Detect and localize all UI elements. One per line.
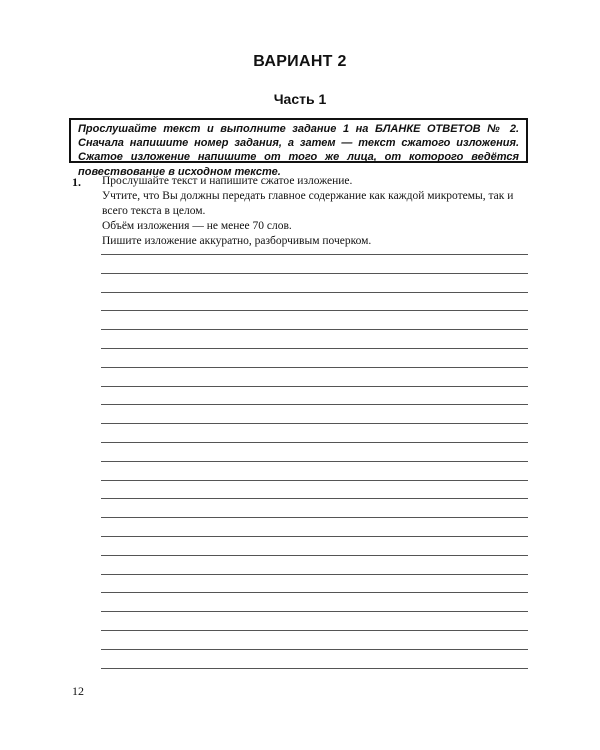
answer-line bbox=[101, 423, 528, 424]
task-paragraph: Учтите, что Вы должны передать главное содержание как каждой микротемы, так и всего текста в целом. bbox=[102, 190, 514, 217]
part-title: Часть 1 bbox=[273, 91, 327, 107]
answer-line bbox=[101, 367, 528, 368]
instruction-text: Прослушайте текст и выполните задание 1 на БЛАНКЕ ОТВЕТОВ № 2. Сначала напишите номер задания, а затем — текст сжатого изложения. Сжатое изложение напишите от того же лица, от которого ведётся повествование в исходном тексте. bbox=[78, 123, 519, 178]
answer-line bbox=[101, 574, 528, 575]
answer-line bbox=[101, 517, 528, 518]
answer-line bbox=[101, 404, 528, 405]
answer-line bbox=[101, 592, 528, 593]
answer-line bbox=[101, 329, 528, 330]
task-paragraph: Объём изложения — не менее 70 слов. bbox=[102, 220, 292, 232]
answer-line bbox=[101, 630, 528, 631]
answer-line bbox=[101, 386, 528, 387]
answer-line bbox=[101, 649, 528, 650]
task-paragraph: Пишите изложение аккуратно, разборчивым почерком. bbox=[102, 235, 372, 247]
answer-line bbox=[101, 292, 528, 293]
answer-line bbox=[101, 555, 528, 556]
task-paragraph: Прослушайте текст и напишите сжатое изложение. bbox=[102, 175, 353, 187]
instruction-box bbox=[69, 118, 528, 178]
answer-line bbox=[101, 254, 528, 255]
answer-line bbox=[101, 498, 528, 499]
answer-line bbox=[101, 442, 528, 443]
answer-line bbox=[101, 310, 528, 311]
answer-line bbox=[101, 536, 528, 537]
answer-line bbox=[101, 668, 528, 669]
answer-line bbox=[101, 480, 528, 481]
answer-line bbox=[101, 461, 528, 462]
answer-line bbox=[101, 273, 528, 274]
answer-line bbox=[101, 348, 528, 349]
answer-line bbox=[101, 611, 528, 612]
task-text bbox=[102, 174, 532, 249]
page-number: 12 bbox=[72, 684, 84, 698]
task-number: 1. bbox=[72, 175, 81, 189]
variant-title: ВАРИАНТ 2 bbox=[253, 53, 347, 70]
